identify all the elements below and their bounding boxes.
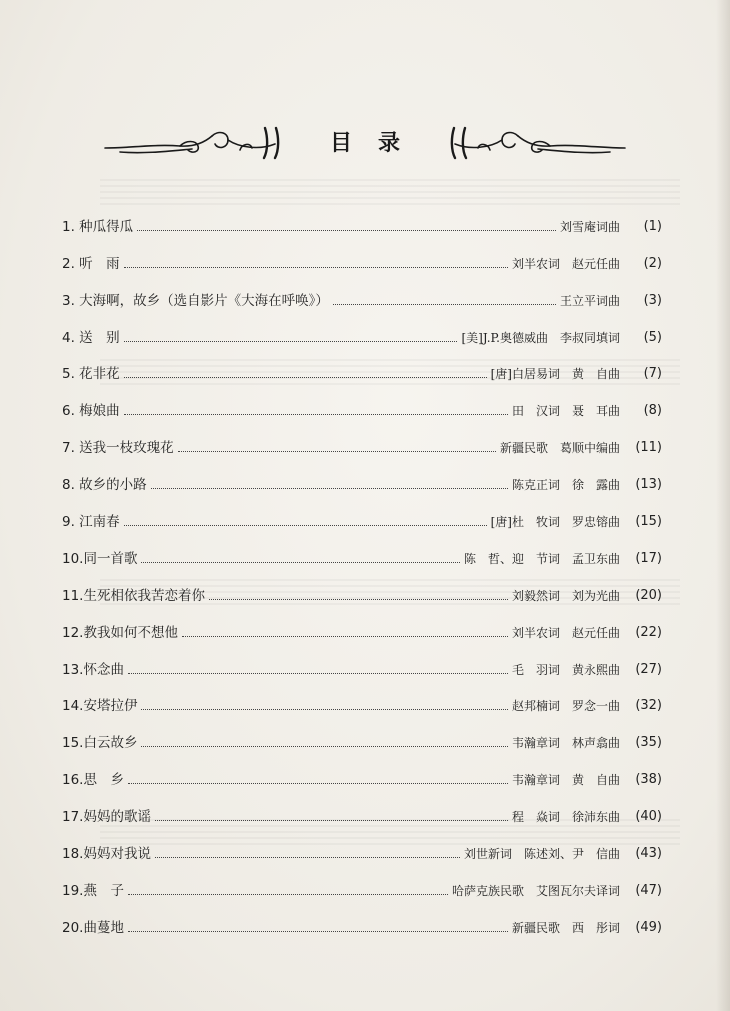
toc-entry-credit: 刘半农词 赵元任曲	[511, 625, 620, 640]
toc-entry-title: 18.妈妈对我说	[62, 846, 151, 863]
toc-entry-credit: 哈萨克族民歌 艾图瓦尔夫译词	[451, 883, 620, 898]
toc-entry-credit: 陈 哲、迎 节词 孟卫东曲	[463, 551, 620, 566]
toc-entry-page: (5)	[643, 329, 662, 345]
toc-entry[interactable]	[62, 753, 662, 790]
toc-entry-credit: [唐]白居易词 黄 自曲	[490, 367, 620, 382]
toc-entry-page: (17)	[635, 550, 662, 566]
toc-entry-credit: 刘雪庵词曲	[559, 219, 620, 234]
toc-entry-title: 11.生死相依我苦恋着你	[62, 587, 205, 604]
dot-leader	[128, 673, 508, 674]
toc-entry-page: (13)	[635, 477, 662, 493]
toc-entry-page: (40)	[635, 809, 662, 825]
toc-entry[interactable]	[62, 716, 662, 753]
toc-entry-page: (35)	[635, 735, 662, 751]
toc-entry-page: (3)	[643, 292, 662, 308]
toc-entry-page: (20)	[635, 587, 662, 603]
toc-entry-title: 9. 江南春	[62, 514, 120, 531]
toc-entry-credit: 王立平词曲	[559, 293, 620, 308]
toc-entry[interactable]	[62, 200, 662, 237]
dot-leader	[155, 820, 508, 821]
toc-entry-credit: [美]J.P.奥德威曲 李叔同填词	[461, 330, 620, 345]
toc-entry-credit: 毛 羽词 黄永熙曲	[511, 662, 620, 677]
toc-entry-page: (22)	[635, 624, 662, 640]
toc-entry-page: (49)	[635, 919, 662, 935]
table-of-contents	[62, 200, 662, 938]
toc-entry[interactable]	[62, 237, 662, 274]
toc-entry-credit: 陈克正词 徐 露曲	[511, 478, 620, 493]
dot-leader	[124, 341, 458, 342]
page-title: 目录	[329, 131, 426, 156]
toc-entry-credit: 赵邦楠词 罗念一曲	[511, 699, 620, 714]
toc-entry-title: 16.思 乡	[62, 772, 124, 789]
toc-entry-credit: 刘半农词 赵元任曲	[511, 256, 620, 271]
dot-leader	[124, 377, 487, 378]
toc-entry[interactable]	[62, 274, 662, 311]
toc-entry-title: 7. 送我一枝玫瑰花	[62, 440, 174, 457]
toc-entry[interactable]	[62, 384, 662, 421]
toc-entry-credit: 刘毅然词 刘为光曲	[511, 588, 620, 603]
toc-entry-credit: 韦瀚章词 林声翕曲	[511, 736, 620, 751]
toc-entry-title: 1. 种瓜得瓜	[62, 218, 134, 235]
toc-entry-title: 5. 花非花	[62, 366, 120, 383]
dot-leader	[124, 525, 487, 526]
toc-entry[interactable]	[62, 311, 662, 348]
toc-entry-title: 2. 听 雨	[62, 255, 120, 272]
toc-entry-page: (32)	[635, 698, 662, 714]
toc-entry-page: (38)	[635, 772, 662, 788]
dot-leader	[182, 636, 508, 637]
toc-entry[interactable]	[62, 790, 662, 827]
dot-leader	[155, 857, 460, 858]
toc-entry-title: 14.安塔拉伊	[62, 698, 138, 715]
dot-leader	[209, 599, 508, 600]
dot-leader	[128, 783, 508, 784]
toc-entry-title: 6. 梅娘曲	[62, 403, 120, 420]
dot-leader	[141, 709, 508, 710]
dot-leader	[141, 746, 508, 747]
toc-entry-credit: 刘世新词 陈述刘、尹 信曲	[463, 847, 620, 862]
toc-entry-title: 3. 大海啊，故乡（选自影片《大海在呼唤》）	[62, 292, 329, 309]
toc-entry-title: 12.教我如何不想他	[62, 624, 178, 641]
toc-entry-credit: 新疆民歌 葛顺中编曲	[499, 441, 620, 456]
toc-entry-page: (8)	[643, 403, 662, 419]
toc-entry[interactable]	[62, 901, 662, 938]
toc-entry-page: (1)	[643, 218, 662, 234]
toc-entry[interactable]	[62, 532, 662, 569]
page-edge-shadow	[716, 0, 730, 1011]
toc-entry-title: 17.妈妈的歌谣	[62, 809, 151, 826]
toc-entry-title: 13.怀念曲	[62, 661, 124, 678]
toc-entry-credit: 田 汉词 聂 耳曲	[511, 404, 620, 419]
toc-heading-banner	[100, 118, 630, 168]
toc-entry-title: 10.同一首歌	[62, 550, 138, 567]
dot-leader	[124, 267, 508, 268]
dot-leader	[178, 451, 496, 452]
toc-entry-page: (47)	[635, 882, 662, 898]
toc-entry[interactable]	[62, 643, 662, 680]
toc-entry-title: 19.燕 子	[62, 882, 124, 899]
toc-entry[interactable]	[62, 827, 662, 864]
toc-entry[interactable]	[62, 680, 662, 717]
toc-entry-credit: [唐]杜 牧词 罗忠镕曲	[490, 515, 620, 530]
toc-entry[interactable]	[62, 864, 662, 901]
dot-leader	[141, 562, 460, 563]
toc-entry[interactable]	[62, 458, 662, 495]
toc-entry-page: (2)	[643, 255, 662, 271]
toc-entry-page: (15)	[635, 514, 662, 530]
dot-leader	[124, 414, 508, 415]
toc-entry-title: 20.曲蔓地	[62, 919, 124, 936]
dot-leader	[128, 894, 448, 895]
toc-entry-title: 8. 故乡的小路	[62, 477, 147, 494]
toc-entry[interactable]	[62, 569, 662, 606]
toc-entry[interactable]	[62, 606, 662, 643]
toc-entry-page: (43)	[635, 846, 662, 862]
dot-leader	[151, 488, 508, 489]
dot-leader	[137, 230, 556, 231]
toc-entry[interactable]	[62, 495, 662, 532]
toc-entry-page: (7)	[643, 366, 662, 382]
toc-entry-page: (27)	[635, 661, 662, 677]
dot-leader	[128, 931, 508, 932]
toc-entry[interactable]	[62, 348, 662, 385]
toc-entry-credit: 程 焱词 徐沛东曲	[511, 810, 620, 825]
toc-entry-page: (11)	[635, 440, 662, 456]
toc-entry-title: 4. 送 别	[62, 329, 120, 346]
toc-entry-credit: 新疆民歌 西 彤词	[511, 920, 620, 935]
dot-leader	[333, 304, 556, 305]
toc-entry-title: 15.白云故乡	[62, 735, 138, 752]
toc-entry[interactable]	[62, 421, 662, 458]
toc-entry-credit: 韦瀚章词 黄 自曲	[511, 773, 620, 788]
